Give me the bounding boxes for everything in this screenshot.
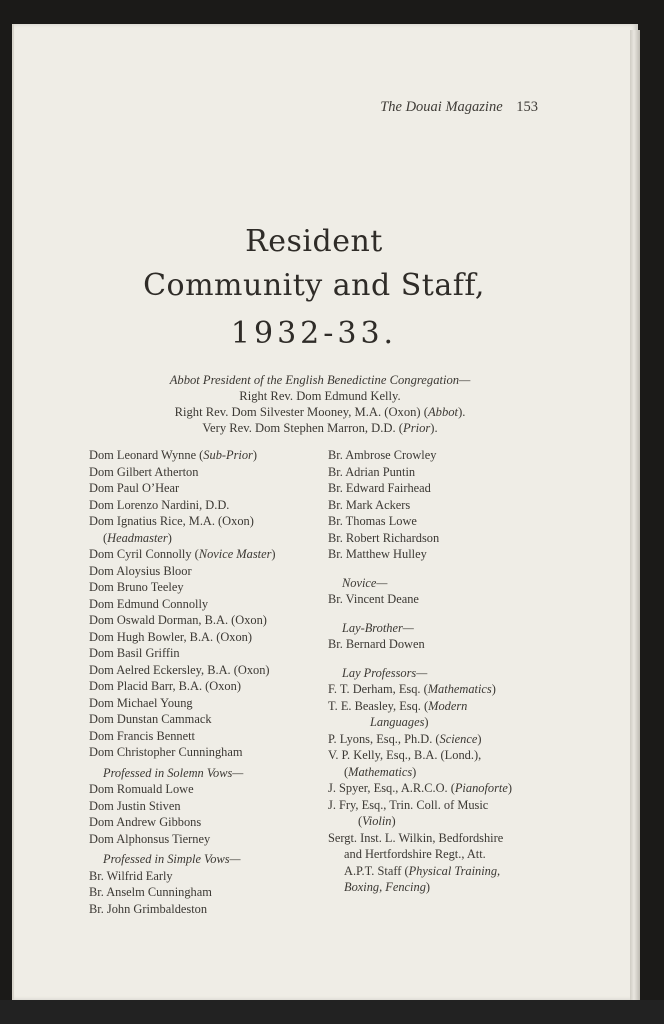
list-item: Br. Robert Richardson	[328, 530, 440, 545]
list-item: Br. John Grimbaldeston	[89, 901, 208, 916]
list-item: T. E. Beasley, Esq. (Modern	[328, 698, 468, 713]
list-item: Dom Dunstan Cammack	[89, 712, 212, 726]
list-item: Br. Vincent Deane	[328, 592, 419, 606]
list-item: Dom Hugh Bowler, B.A. (Oxon)	[89, 629, 252, 644]
list-item-note: (Violin)	[358, 814, 396, 828]
list-item: Dom Aelred Eckersley, B.A. (Oxon)	[89, 662, 270, 677]
list-item: Br. Bernard Dowen	[328, 637, 425, 651]
list-item: Dom Basil Griffin	[89, 646, 180, 660]
section-heading-solemn: Professed in Solemn Vows—	[103, 765, 244, 780]
list-item: Dom Cyril Connolly (Novice Master)	[89, 547, 276, 561]
right-column	[328, 447, 512, 896]
title-line-2: Community and Staff,	[143, 268, 485, 303]
abbot-line: Right Rev. Dom Silvester Mooney, M.A. (Oxon) (Abbot).	[174, 405, 466, 419]
list-item-cont: Boxing, Fencing)	[344, 880, 431, 894]
list-item: Br. Anselm Cunningham	[89, 885, 212, 899]
list-item: Dom Oswald Dorman, B.A. (Oxon)	[89, 613, 267, 627]
section-heading-simple: Professed in Simple Vows—	[103, 852, 241, 866]
list-item: J. Spyer, Esq., A.R.C.O. (Pianoforte)	[328, 781, 512, 795]
list-item: Br. Thomas Lowe	[328, 514, 417, 528]
title-year: 1932-33.	[230, 316, 398, 351]
abbot-president-heading: Abbot President of the English Benedictine Congregation—	[169, 373, 471, 387]
section-heading-lay-professors: Lay Professors—	[342, 665, 428, 680]
list-item: Dom Francis Bennett	[89, 728, 195, 743]
abbot-president-name: Right Rev. Dom Edmund Kelly.	[239, 389, 401, 403]
list-item-note: (Headmaster)	[103, 530, 172, 545]
list-item-note: (Mathematics)	[344, 764, 417, 779]
list-item: Dom Ignatius Rice, M.A. (Oxon)	[89, 514, 254, 528]
list-item: F. T. Derham, Esq. (Mathematics)	[328, 682, 496, 696]
section-heading-novice: Novice—	[342, 575, 388, 590]
list-item: J. Fry, Esq., Trin. Coll. of Music	[328, 797, 489, 812]
list-item-cont: and Hertfordshire Regt., Att.	[344, 847, 486, 861]
list-item: V. P. Kelly, Esq., B.A. (Lond.),	[328, 748, 482, 762]
list-item: Dom Christopher Cunningham	[89, 745, 243, 759]
page-number: 153	[516, 99, 538, 115]
list-item-cont: A.P.T. Staff (Physical Training,	[344, 863, 501, 878]
list-item: Dom Romuald Lowe	[89, 782, 194, 796]
list-item: Dom Andrew Gibbons	[89, 815, 202, 829]
list-item: Dom Justin Stiven	[89, 798, 181, 813]
list-item: Dom Alphonsus Tierney	[89, 831, 211, 846]
list-item: Br. Mark Ackers	[328, 497, 411, 512]
list-item: Dom Bruno Teeley	[89, 580, 184, 594]
list-item: Br. Ambrose Crowley	[328, 448, 437, 462]
list-item: Dom Lorenzo Nardini, D.D.	[89, 497, 230, 512]
list-item: Dom Aloysius Bloor	[89, 563, 192, 578]
list-item: Dom Leonard Wynne (Sub-Prior)	[89, 448, 258, 462]
list-item: Dom Michael Young	[89, 695, 193, 710]
list-item: P. Lyons, Esq., Ph.D. (Science)	[328, 731, 482, 746]
title-line-1: Resident	[245, 224, 383, 259]
list-item: Br. Matthew Hulley	[328, 547, 427, 561]
list-item-note: Languages)	[370, 715, 429, 729]
section-heading-lay-brother: Lay-Brother—	[342, 620, 414, 635]
list-item: Br. Edward Fairhead	[328, 481, 431, 495]
list-item: Dom Paul O’Hear	[89, 481, 180, 495]
list-item: Br. Adrian Puntin	[328, 464, 416, 479]
list-item: Dom Edmund Connolly	[89, 596, 209, 611]
list-item: Br. Wilfrid Early	[89, 868, 173, 883]
page-edge	[630, 30, 640, 1006]
left-column	[89, 447, 276, 917]
prior-line: Very Rev. Dom Stephen Marron, D.D. (Prior).	[202, 421, 438, 435]
list-item: Sergt. Inst. L. Wilkin, Bedfordshire	[328, 830, 504, 845]
scan-background	[0, 1000, 664, 1024]
list-item: Dom Gilbert Atherton	[89, 464, 199, 479]
list-item: Dom Placid Barr, B.A. (Oxon)	[89, 679, 241, 693]
running-header	[0, 99, 538, 116]
journal-title: The Douai Magazine	[380, 99, 503, 115]
